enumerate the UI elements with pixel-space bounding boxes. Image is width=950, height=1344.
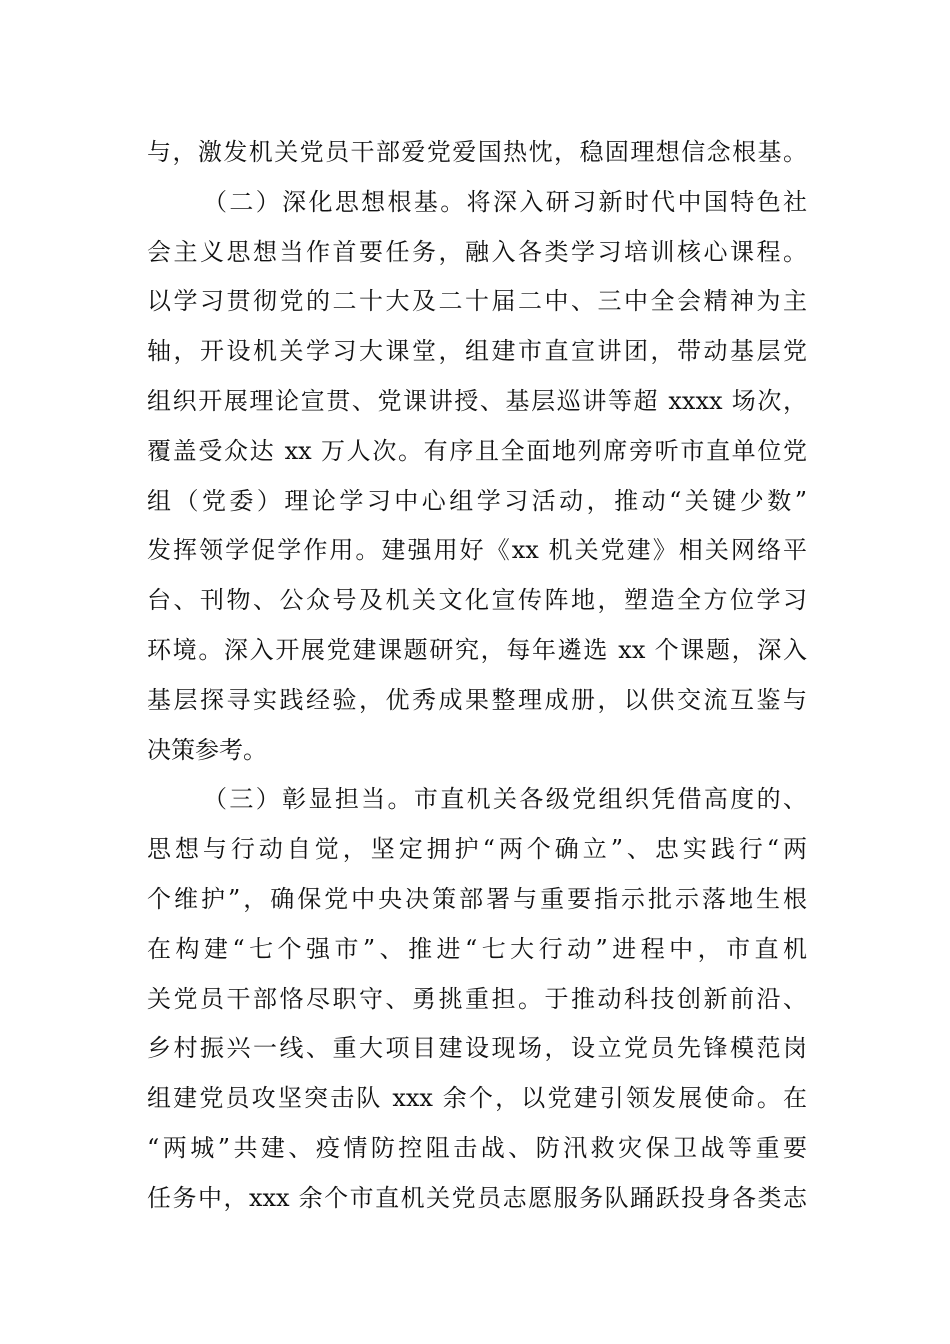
- text-line: 组建党员攻坚突击队 xxx 余个，以党建引领发展使命。在: [147, 1084, 807, 1113]
- text-line: 轴，开设机关学习大课堂，组建市直宣讲团，带动基层党: [147, 337, 807, 366]
- section-heading-line: （三）彰显担当。市直机关各级党组织凭借高度的、: [203, 785, 807, 814]
- section-heading-line: （二）深化思想根基。将深入研习新时代中国特色社: [203, 187, 807, 216]
- text-line: 思想与行动自觉，坚定拥护“两个确立”、忠实践行“两: [147, 835, 807, 864]
- text-line: 基层探寻实践经验，优秀成果整理成册，以供交流互鉴与: [147, 685, 807, 714]
- text-line: 台、刊物、公众号及机关文化宣传阵地，塑造全方位学习: [147, 586, 807, 615]
- text-line: 在构建“七个强市”、推进“七大行动”进程中，市直机: [147, 934, 807, 963]
- text-line: 任务中，xxx 余个市直机关党员志愿服务队踊跃投身各类志: [147, 1183, 807, 1212]
- text-line: 覆盖受众达 xx 万人次。有序且全面地列席旁听市直单位党: [147, 436, 807, 465]
- text-line: 发挥领学促学作用。建强用好《xx 机关党建》相关网络平: [147, 536, 807, 565]
- text-line: 会主义思想当作首要任务，融入各类学习培训核心课程。: [147, 237, 807, 266]
- text-line: 组织开展理论宣贯、党课讲授、基层巡讲等超 xxxx 场次，: [147, 386, 807, 415]
- text-line: 决策参考。: [147, 735, 267, 764]
- text-line: 环境。深入开展党建课题研究，每年遴选 xx 个课题，深入: [147, 635, 807, 664]
- text-line: 与，激发机关党员干部爱党爱国热忱，稳固理想信念根基。: [147, 138, 807, 166]
- text-line: 个维护”，确保党中央决策部署与重要指示批示落地生根: [147, 884, 807, 913]
- text-line: 关党员干部恪尽职守、勇挑重担。于推动科技创新前沿、: [147, 984, 807, 1013]
- text-line: 乡村振兴一线、重大项目建设现场，设立党员先锋模范岗: [147, 1034, 807, 1063]
- body-text: [147, 128, 807, 1224]
- text-line: 组（党委）理论学习中心组学习活动，推动“关键少数”: [147, 486, 807, 515]
- text-line: “两城”共建、疫情防控阻击战、防汛救灾保卫战等重要: [147, 1133, 807, 1162]
- text-line: 以学习贯彻党的二十大及二十届二中、三中全会精神为主: [147, 287, 807, 316]
